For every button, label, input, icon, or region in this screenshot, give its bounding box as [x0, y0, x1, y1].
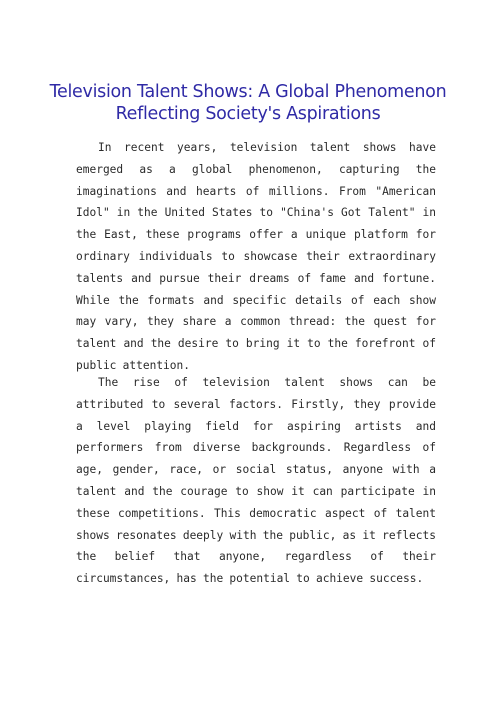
paragraph-1: In recent years, television talent shows have emerged as a global phenomenon, capturing the imaginations and hearts of millions. From "American Idol" in the United States to "China's Got Talent" in the East, these programs offer a unique platform for ordinary individuals to showcase their extraordinary talents and pursue their dreams of fame and fortune. While the formats and specific details of each show may vary, they share a common thread: the quest for talent and the desire to bring it to the forefront of public attention. — [76, 141, 436, 372]
paragraph-2: The rise of television talent shows can be attributed to several factors. Firstly, they provide a level playing field for aspiring artists and performers from diverse backgrounds. Regardless of age, gender, race, or social status, anyone with a talent and the courage to show it can participate in these competitions. This democratic aspect of talent shows resonates deeply with the public, as it reflects the belief that anyone, regardless of their circumstances, has the potential to achieve success. — [76, 376, 436, 586]
document-title: Television Talent Shows: A Global Phenomenon Reflecting Society's Aspirations — [49, 82, 447, 124]
